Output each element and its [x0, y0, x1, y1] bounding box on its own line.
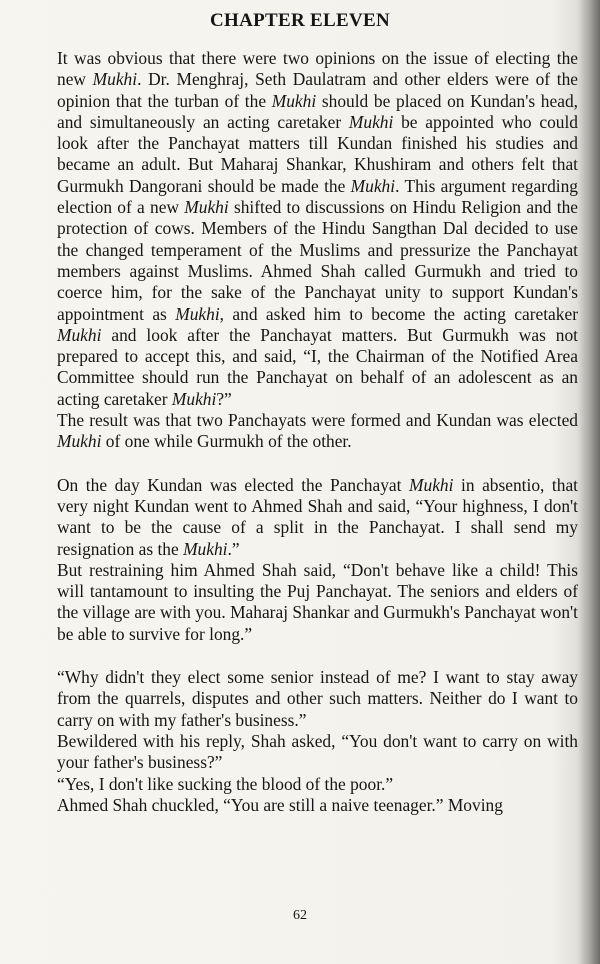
spine-shadow: [578, 0, 600, 964]
paragraph: But restraining him Ahmed Shah said, “Don't behave like a child! This will tantamount to insulting the Puj Panchayat. The seniors and elders of the village are with you. Maharaj Shankar and Gurmukh's Panchayat won't be able to survive for long.”: [57, 559, 578, 644]
paragraph: Bewildered with his reply, Shah asked, “You don't want to carry on with your father's business?”: [57, 730, 578, 773]
chapter-title: CHAPTER ELEVEN: [210, 10, 390, 31]
body-text: [57, 48, 578, 816]
paragraph: It was obvious that there were two opinions on the issue of electing the new Mukhi. Dr. Menghraj, Seth Daulatram and other elders were of the opinion that the turban of the Mukhi should be placed on Kundan's head, and simultaneously an acting caretaker Mukhi be appointed who could look after the Panchayat matters till Kundan finished his studies and became an adult. But Maharaj Shankar, Khushiram and others felt that Gurmukh Dangorani should be made the Mukhi. This argument regarding election of a new Mukhi shifted to discussions on Hindu Religion and the protection of cows. Members of the Hindu Sangthan Dal decided to use the changed temperament of the Muslims and pressurize the Panchayat members against Muslims. Ahmed Shah called Gurmukh and tried to coerce him, for the sake of the Panchayat unity to support Kundan's appointment as Mukhi, and asked him to become the acting caretaker Mukhi and look after the Panchayat matters. But Gurmukh was not prepared to accept this, and said, “I, the Chairman of the Notified Area Committee should run the Panchayat on behalf of an adolescent as an acting caretaker Mukhi?”: [57, 48, 578, 409]
paragraph: “Yes, I don't like sucking the blood of the poor.”: [57, 773, 394, 794]
paragraph: The result was that two Panchayats were formed and Kundan was elected Mukhi of one while Gurmukh of the other.: [57, 410, 578, 452]
paragraph: Ahmed Shah chuckled, “You are still a naive teenager.” Moving: [57, 794, 503, 815]
paragraph: “Why didn't they elect some senior instead of me? I want to stay away from the quarrels, disputes and other such matters. Neither do I want to carry on with my father's business.”: [57, 667, 578, 730]
page-number: 62: [293, 908, 307, 923]
paragraph: On the day Kundan was elected the Panchayat Mukhi in absentio, that very night Kundan went to Ahmed Shah and said, “Your highness, I don't want to be the cause of a split in the Panchayat. I shall send my resignation as the Mukhi.”: [57, 474, 578, 559]
